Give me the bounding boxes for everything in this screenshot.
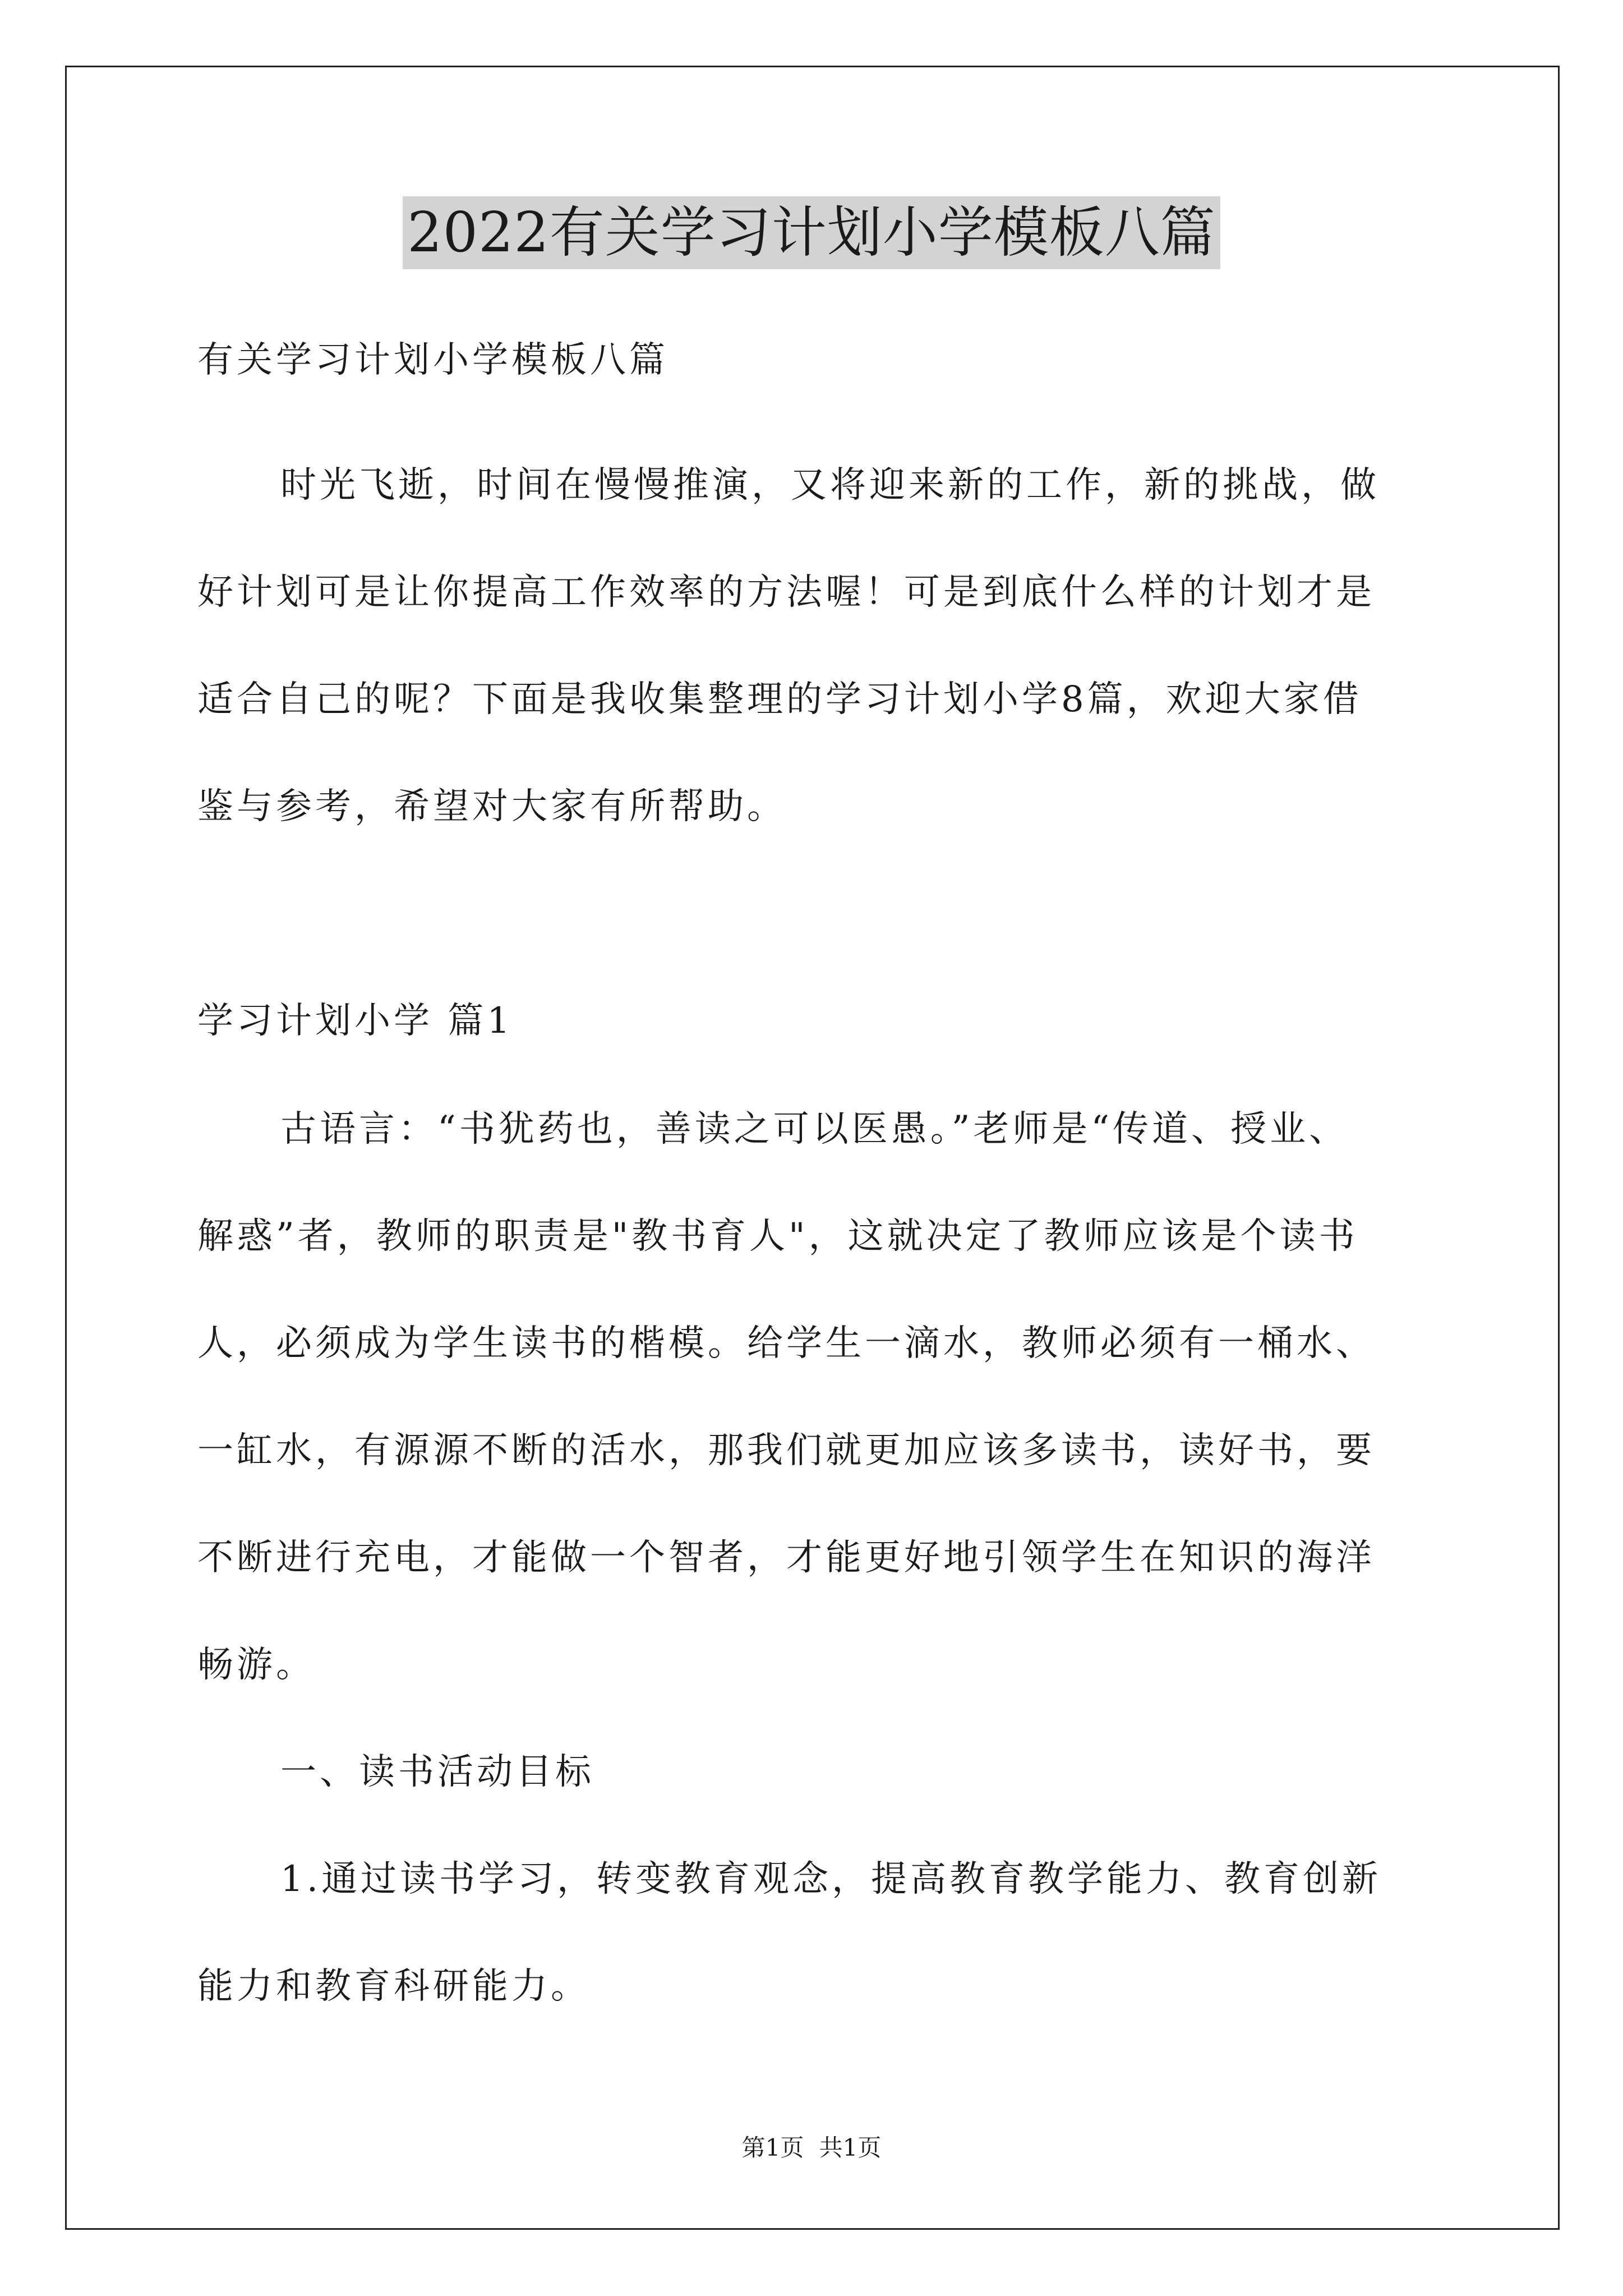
item-line-1: 1.通过读书学习，转变教育观念，提高教育教学能力、教育创新 [280, 1858, 1382, 1900]
subheading: 一、读书活动目标 [280, 1751, 594, 1793]
intro-line-2: 好计划可是让你提高工作效率的方法喔！可是到底什么样的计划才是 [197, 572, 1375, 613]
item-line-2: 能力和教育科研能力。 [197, 1966, 590, 2007]
section-heading: 学习计划小学 篇1 [197, 1000, 514, 1042]
body-line-6: 畅游。 [197, 1644, 315, 1686]
body-line-4: 一缸水，有源源不断的活水，那我们就更加应该多读书，读好书，要 [197, 1430, 1375, 1471]
title-container [0, 196, 1623, 269]
intro-line-3: 适合自己的呢？下面是我收集整理的学习计划小学8篇，欢迎大家借 [197, 679, 1362, 720]
intro-line-4: 鉴与参考，希望对大家有所帮助。 [197, 786, 786, 827]
page-footer: 第1页 共1页 [741, 2134, 882, 2161]
subtitle: 有关学习计划小学模板八篇 [197, 339, 668, 381]
body-line-1: 古语言：“书犹药也，善读之可以医愚。”老师是“传道、授业、 [280, 1108, 1349, 1150]
body-line-3: 人，必须成为学生读书的楷模。给学生一滴水，教师必须有一桶水、 [197, 1323, 1375, 1364]
body-line-5: 不断进行充电，才能做一个智者，才能更好地引领学生在知识的海洋 [197, 1537, 1375, 1579]
body-line-2: 解惑”者，教师的职责是"教书育人"，这就决定了教师应该是个读书 [197, 1216, 1358, 1257]
document-title: 2022有关学习计划小学模板八篇 [403, 196, 1220, 269]
intro-line-1: 时光飞逝，时间在慢慢推演，又将迎来新的工作，新的挑战，做 [280, 464, 1380, 506]
